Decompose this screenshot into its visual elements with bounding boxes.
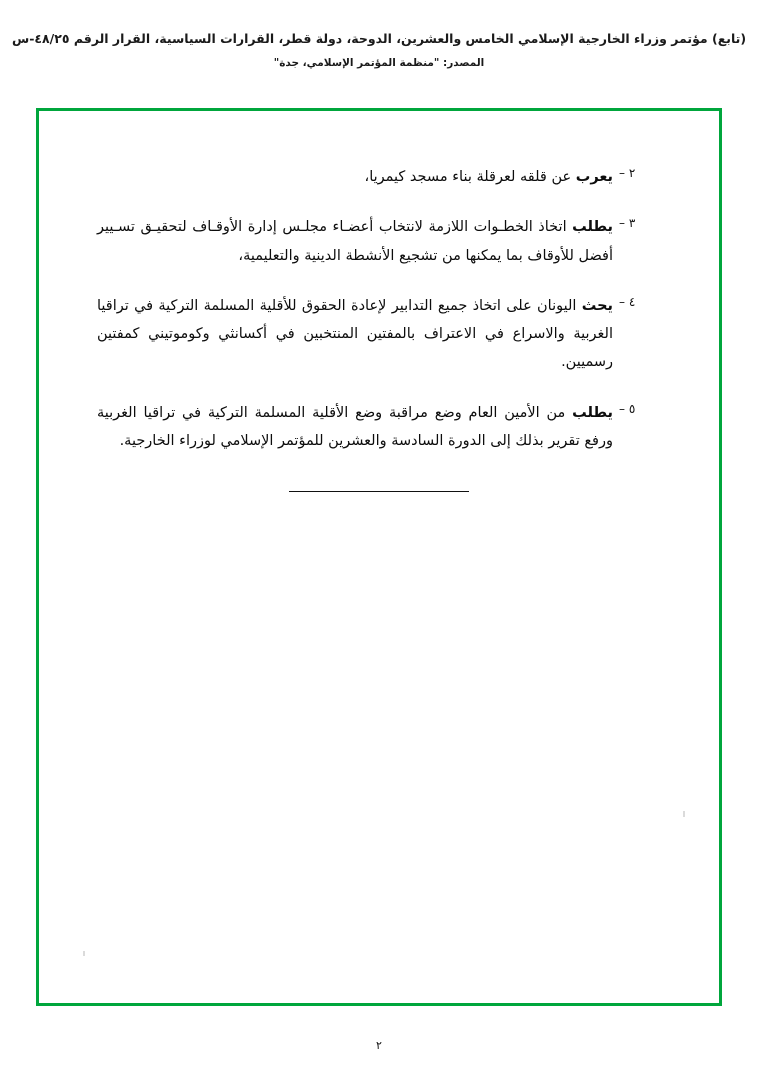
document-header	[0, 30, 758, 70]
clause-number: ٤ –	[619, 294, 636, 309]
clause-text	[97, 213, 613, 270]
clause-item	[97, 292, 661, 377]
section-separator	[97, 491, 661, 492]
scan-speck	[83, 951, 85, 956]
clause-number: ٣ –	[619, 216, 636, 231]
clause-body-text: من الأمين العام وضع مراقبة وضع الأقلية المسلمة التركية في تراقيا الغربية ورفع تقرير بذلك إلى الدورة السادسة والعشرين للمؤتمر الإسلامي لوزراء الخارجية.	[97, 404, 613, 449]
clause-number: ٢ –	[619, 166, 636, 180]
clause-text	[97, 399, 613, 456]
clause-body-text: اتخاذ الخطـوات اللازمة لانتخاب أعضـاء مجلـس إدارة الأوقـاف لتحقيـق تسـيير أفضل للأوقاف بما يمكنها من تشجيع الأنشطة الدينية والتعليمية،	[97, 219, 613, 264]
clause-lead-verb: يحث	[581, 297, 613, 314]
green-border-frame	[36, 108, 722, 1006]
clause-text	[97, 163, 613, 191]
clause-lead-verb: يعرب	[575, 169, 613, 185]
clause-lead-verb: يطلب	[572, 404, 613, 421]
clause-body-text: اليونان على اتخاذ جميع التدابير لإعادة الحقوق للأقلية المسلمة التركية في تراقيا الغربية والاسراع في الاعتراف بالمفتين المنتخبين في أكسانثي وكوموتيني كمفتين رسميين.	[97, 297, 613, 371]
clause-item	[97, 399, 661, 456]
header-source-line: المصدر: "منظمة المؤتمر الإسلامي، جدة"	[273, 56, 485, 69]
clause-body-text: عن قلقه لعرقلة بناء مسجد كيمريا،	[364, 169, 576, 185]
clause-text	[97, 292, 613, 377]
clause-item	[97, 163, 661, 191]
page-number: ٢	[376, 1039, 382, 1052]
clause-lead-verb: يطلب	[572, 219, 613, 236]
header-title-line: (تابع) مؤتمر وزراء الخارجية الإسلامي الخامس والعشرين، الدوحة، دولة قطر، القرارات السياسية، القرار الرقم ٤٨/٢٥-س	[11, 31, 747, 46]
clause-number: ٥ –	[619, 401, 636, 416]
clause-item	[97, 213, 661, 270]
horizontal-rule-icon	[289, 491, 469, 492]
resolution-body	[97, 163, 661, 492]
scan-speck	[683, 811, 685, 817]
